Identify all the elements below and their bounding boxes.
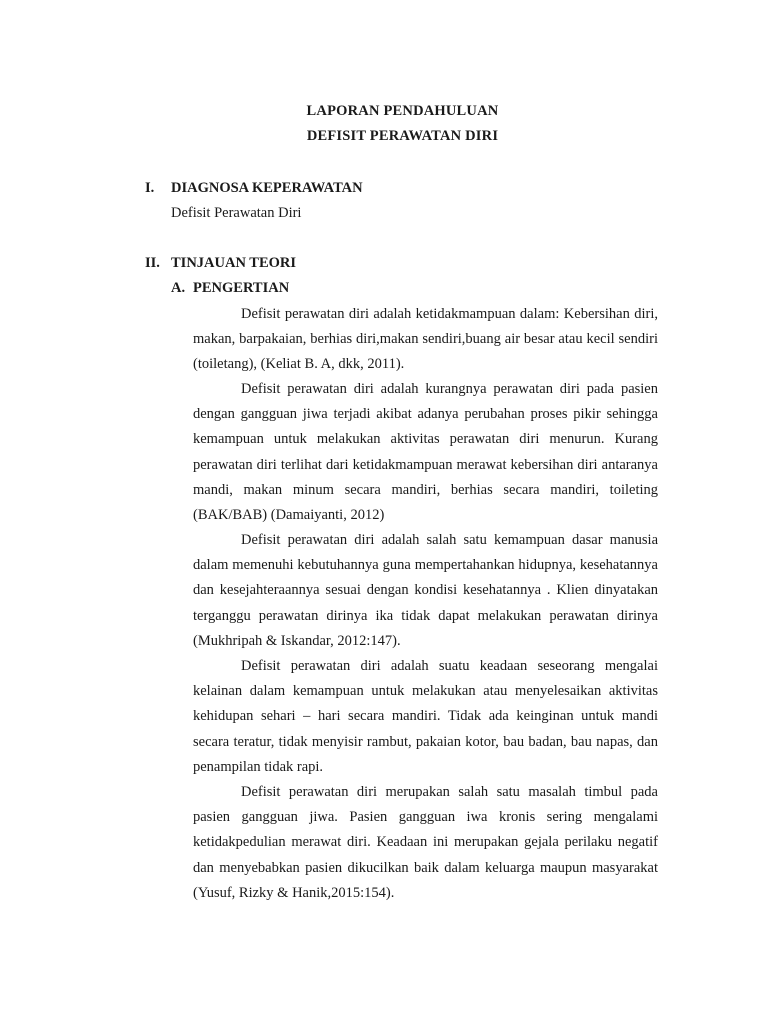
- subsection-a-heading: PENGERTIAN: [193, 280, 290, 296]
- section-1-content: Defisit Perawatan Diri: [171, 205, 302, 221]
- section-2-heading: TINJAUAN TEORI: [171, 255, 297, 271]
- document-title-line-1: LAPORAN PENDAHULUAN: [306, 103, 499, 119]
- paragraph-4: Defisit perawatan diri adalah suatu keadaan seseorang mengalai kelainan dalam kemampuan untuk melakukan atau menyelesaikan aktivitas kehidupan sehari – hari secara mandiri. Tidak ada keinginan untuk mandi secara teratur, tidak menyisir rambut, pakaian kotor, bau badan, bau napas, dan penampilan tidak rapi.: [193, 658, 658, 775]
- document-title-line-2: DEFISIT PERAWATAN DIRI: [306, 128, 499, 144]
- section-2-number: II.: [145, 255, 160, 271]
- paragraph-2: Defisit perawatan diri adalah kurangnya perawatan diri pada pasien dengan gangguan jiwa terjadi akibat adanya perubahan proses pikir sehingga kemampuan untuk melakukan aktivitas perawatan diri menurun. Kurang perawatan diri terlihat dari ketidakmampuan merawat kebersihan diri antaranya mandi, makan minum secara mandiri, berhias secara mandiri, toileting (BAK/BAB) (Damaiyanti, 2012): [193, 381, 658, 524]
- section-1-number: I.: [145, 180, 155, 196]
- paragraph-3: Defisit perawatan diri adalah salah satu kemampuan dasar manusia dalam memenuhi kebutuhannya guna mempertahankan hidupnya, kesehatannya dan kesejahteraannya sesuai dengan kondisi kesehatannya . Klien dinyatakan terganggu perawatan dirinya ika tidak dapat melakukan perawatan dirinya (Mukhripah & Iskandar, 2012:147).: [193, 532, 658, 649]
- section-1-heading: DIAGNOSA KEPERAWATAN: [171, 180, 363, 196]
- paragraph-1: Defisit perawatan diri adalah ketidakmampuan dalam: Kebersihan diri, makan, barpakaian, berhias diri,makan sendiri,buang air besar atau kecil sendiri (toiletang), (Keliat B. A, dkk, 2011).: [193, 306, 658, 373]
- paragraph-5: Defisit perawatan diri merupakan salah satu masalah timbul pada pasien gangguan jiwa. Pasien gangguan iwa kronis sering mengalami ketidakpedulian merawat diri. Keadaan ini merupakan gejala perilaku negatif dan menyebabkan pasien dikucilkan baik dalam keluarga maupun masyarakat (Yusuf, Rizky & Hanik,2015:154).: [193, 784, 658, 901]
- subsection-a-letter: A.: [171, 280, 186, 296]
